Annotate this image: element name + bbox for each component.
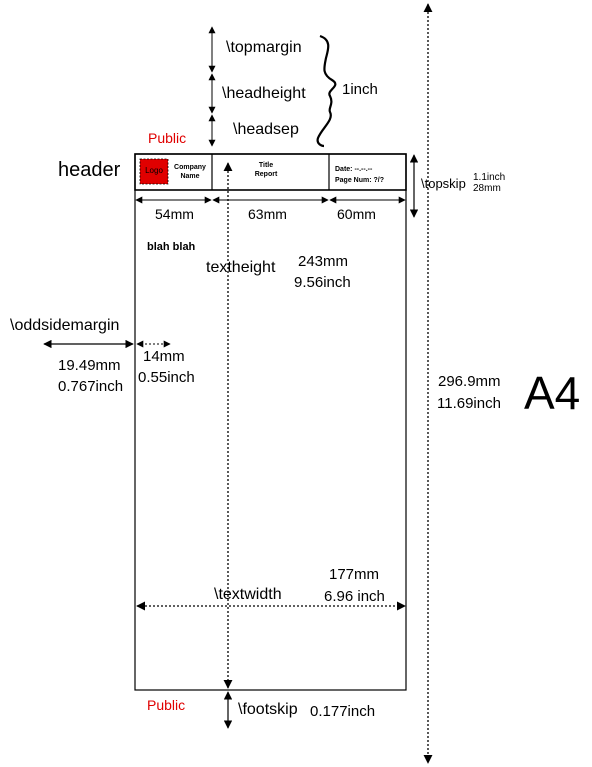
textheight-label: textheight [206,259,276,276]
title-report-label: Title Report [254,162,278,178]
inner-inch-label: 0.55inch [138,369,195,386]
textwidth-mm-label: 177mm [329,566,380,583]
public-bottom-label: Public [147,697,186,713]
topskip-label: \topskip [421,176,466,191]
textheight-inch-label: 9.56inch [294,274,351,291]
topskip-mm-label: 28mm [473,183,501,194]
topmargin-label: \topmargin [226,39,302,56]
blah-text: blah blah [147,241,196,253]
col2-width-label: 63mm [248,206,287,222]
col3-width-label: 60mm [337,206,376,222]
a4-label: A4 [524,367,581,419]
text-area-frame [135,154,406,690]
header-label: header [58,159,121,181]
oddsidemargin-label: \oddsidemargin [10,317,120,334]
col1-width-label: 54mm [155,206,194,222]
odd-mm-label: 19.49mm [58,357,121,374]
page-num-label: Page Num: ?/? [335,177,385,184]
footskip-label: \footskip [238,701,298,718]
one-inch-brace [318,36,336,146]
company-name-label: Company Name [174,164,206,180]
date-label: Date: --.--.-- [335,166,373,173]
headsep-label: \headsep [233,121,299,138]
textheight-mm-label: 243mm [298,253,349,270]
footskip-inch-label: 0.177inch [310,703,376,720]
page-mm-label: 296.9mm [438,373,501,390]
public-top-label: Public [148,130,187,146]
inner-mm-label: 14mm [143,348,185,365]
logo-label: Logo [145,166,163,175]
page-inch-label: 11.69inch [437,395,501,412]
topskip-inch-label: 1.1inch [473,172,506,183]
one-inch-label: 1inch [342,81,378,98]
textwidth-label: \textwidth [214,586,282,603]
odd-inch-label: 0.767inch [58,378,124,395]
headheight-label: \headheight [222,85,306,102]
textwidth-inch-label: 6.96 inch [324,588,385,605]
